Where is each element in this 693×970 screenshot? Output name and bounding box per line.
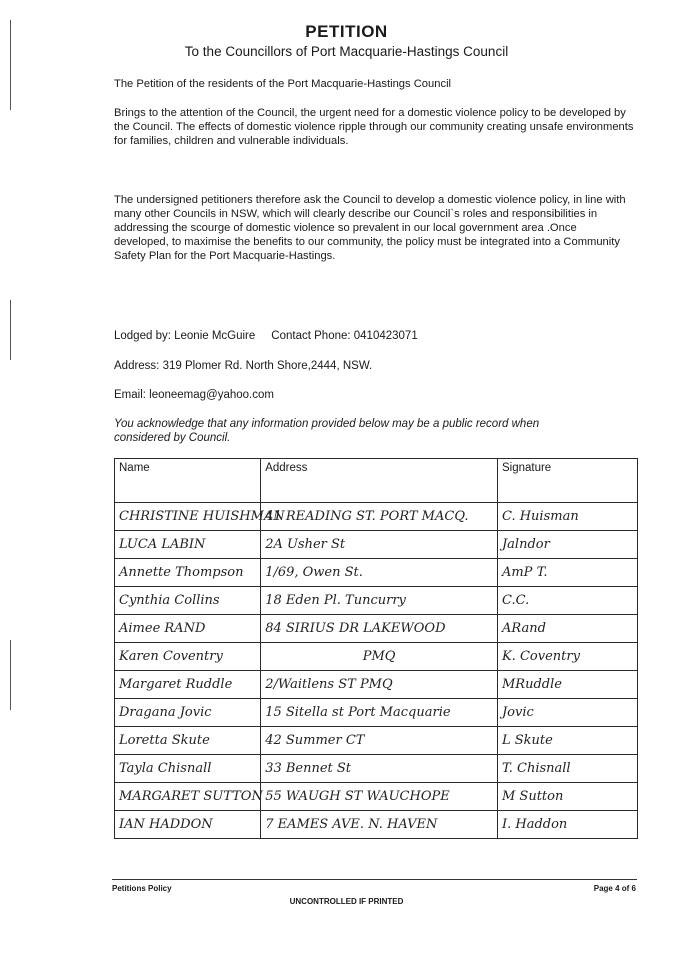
table-row <box>115 699 638 727</box>
table-row <box>115 531 638 559</box>
scan-margin-mark <box>10 300 11 360</box>
signer-signature: M Sutton <box>497 783 637 811</box>
concern-paragraph: Brings to the attention of the Council, the urgent need for a domestic violence policy to be developed by the Council. The effects of domestic violence ripple through our community creating unsafe environments for families, children and vulnerable individuals. <box>114 107 634 147</box>
signer-signature: K. Coventry <box>497 643 637 671</box>
table-row <box>115 811 638 839</box>
signer-signature: AmP T. <box>497 559 637 587</box>
scan-margin-mark <box>10 640 11 710</box>
signer-address: 41 READING ST. PORT MACQ. <box>261 503 498 531</box>
signer-address: 2A Usher St <box>261 531 498 559</box>
table-row <box>115 671 638 699</box>
table-row <box>115 615 638 643</box>
table-row <box>115 643 638 671</box>
signer-signature: C. Huisman <box>497 503 637 531</box>
contact-address: Address: 319 Plomer Rd. North Shore,2444, NSW. <box>114 360 373 372</box>
table-header-row <box>115 459 638 503</box>
signer-name: Loretta Skute <box>115 727 261 755</box>
column-header-name: Name <box>115 459 261 503</box>
intro-paragraph: The Petition of the residents of the Port Macquarie-Hastings Council <box>114 78 452 90</box>
signer-name: Tayla Chisnall <box>115 755 261 783</box>
signer-signature: L Skute <box>497 727 637 755</box>
table-row <box>115 727 638 755</box>
signer-name: Dragana Jovic <box>115 699 261 727</box>
signer-signature: Jalndor <box>497 531 637 559</box>
footer-divider <box>112 879 637 880</box>
footer-uncontrolled-notice: UNCONTROLLED IF PRINTED <box>289 897 404 906</box>
column-header-address: Address <box>261 459 498 503</box>
signer-address: 18 Eden Pl. Tuncurry <box>261 587 498 615</box>
signer-name: MARGARET SUTTON <box>115 783 261 811</box>
signer-signature: I. Haddon <box>497 811 637 839</box>
table-row <box>115 559 638 587</box>
contact-phone: Contact Phone: 0410423071 <box>271 330 418 342</box>
signer-address: 1/69, Owen St. <box>261 559 498 587</box>
signer-name: LUCA LABIN <box>115 531 261 559</box>
signer-signature: T. Chisnall <box>497 755 637 783</box>
footer-page-number: Page 4 of 6 <box>593 884 636 893</box>
signer-name: Annette Thompson <box>115 559 261 587</box>
table-row <box>115 755 638 783</box>
public-record-acknowledgement: You acknowledge that any information provided below may be a public record when considered by Council. <box>114 418 540 444</box>
signer-signature: Jovic <box>497 699 637 727</box>
page-title: PETITION <box>305 22 388 41</box>
signer-name: Aimee RAND <box>115 615 261 643</box>
page-subtitle: To the Councillors of Port Macquarie-Hastings Council <box>184 44 509 59</box>
signer-name: Karen Coventry <box>115 643 261 671</box>
request-paragraph: The undersigned petitioners therefore ask the Council to develop a domestic violence policy, in line with many other Councils in NSW, which will clearly describe our Council`s roles and responsibilities in addressing the scourge of domestic violence so prevalent in our local government area .Once developed, to maximise the benefits to our community, the policy must be integrated into a Community Safety Plan for the Port Macquarie-Hastings. <box>114 194 626 262</box>
table-row <box>115 783 638 811</box>
table-row <box>115 587 638 615</box>
signer-address: 33 Bennet St <box>261 755 498 783</box>
lodged-by-line <box>114 330 418 342</box>
table-row <box>115 503 638 531</box>
signer-name: CHRISTINE HUISHMAN <box>115 503 261 531</box>
signer-address: 15 Sitella st Port Macquarie <box>261 699 498 727</box>
signer-address: 2/Waitlens ST PMQ <box>261 671 498 699</box>
signer-signature: ARand <box>497 615 637 643</box>
signer-signature: MRuddle <box>497 671 637 699</box>
signer-address: 55 WAUGH ST WAUCHOPE <box>261 783 498 811</box>
signer-address: 7 EAMES AVE. N. HAVEN <box>261 811 498 839</box>
signer-signature: C.C. <box>497 587 637 615</box>
signer-name: Margaret Ruddle <box>115 671 261 699</box>
column-header-signature: Signature <box>497 459 637 503</box>
signature-table <box>114 458 638 839</box>
lodged-by: Lodged by: Leonie McGuire <box>114 330 256 342</box>
signer-address: 84 SIRIUS DR LAKEWOOD <box>261 615 498 643</box>
footer-policy-name: Petitions Policy <box>112 884 172 893</box>
signer-name: Cynthia Collins <box>115 587 261 615</box>
signer-address: 42 Summer CT <box>261 727 498 755</box>
signer-address: PMQ <box>261 643 498 671</box>
contact-email: Email: leoneemag@yahoo.com <box>114 389 274 401</box>
signer-name: IAN HADDON <box>115 811 261 839</box>
